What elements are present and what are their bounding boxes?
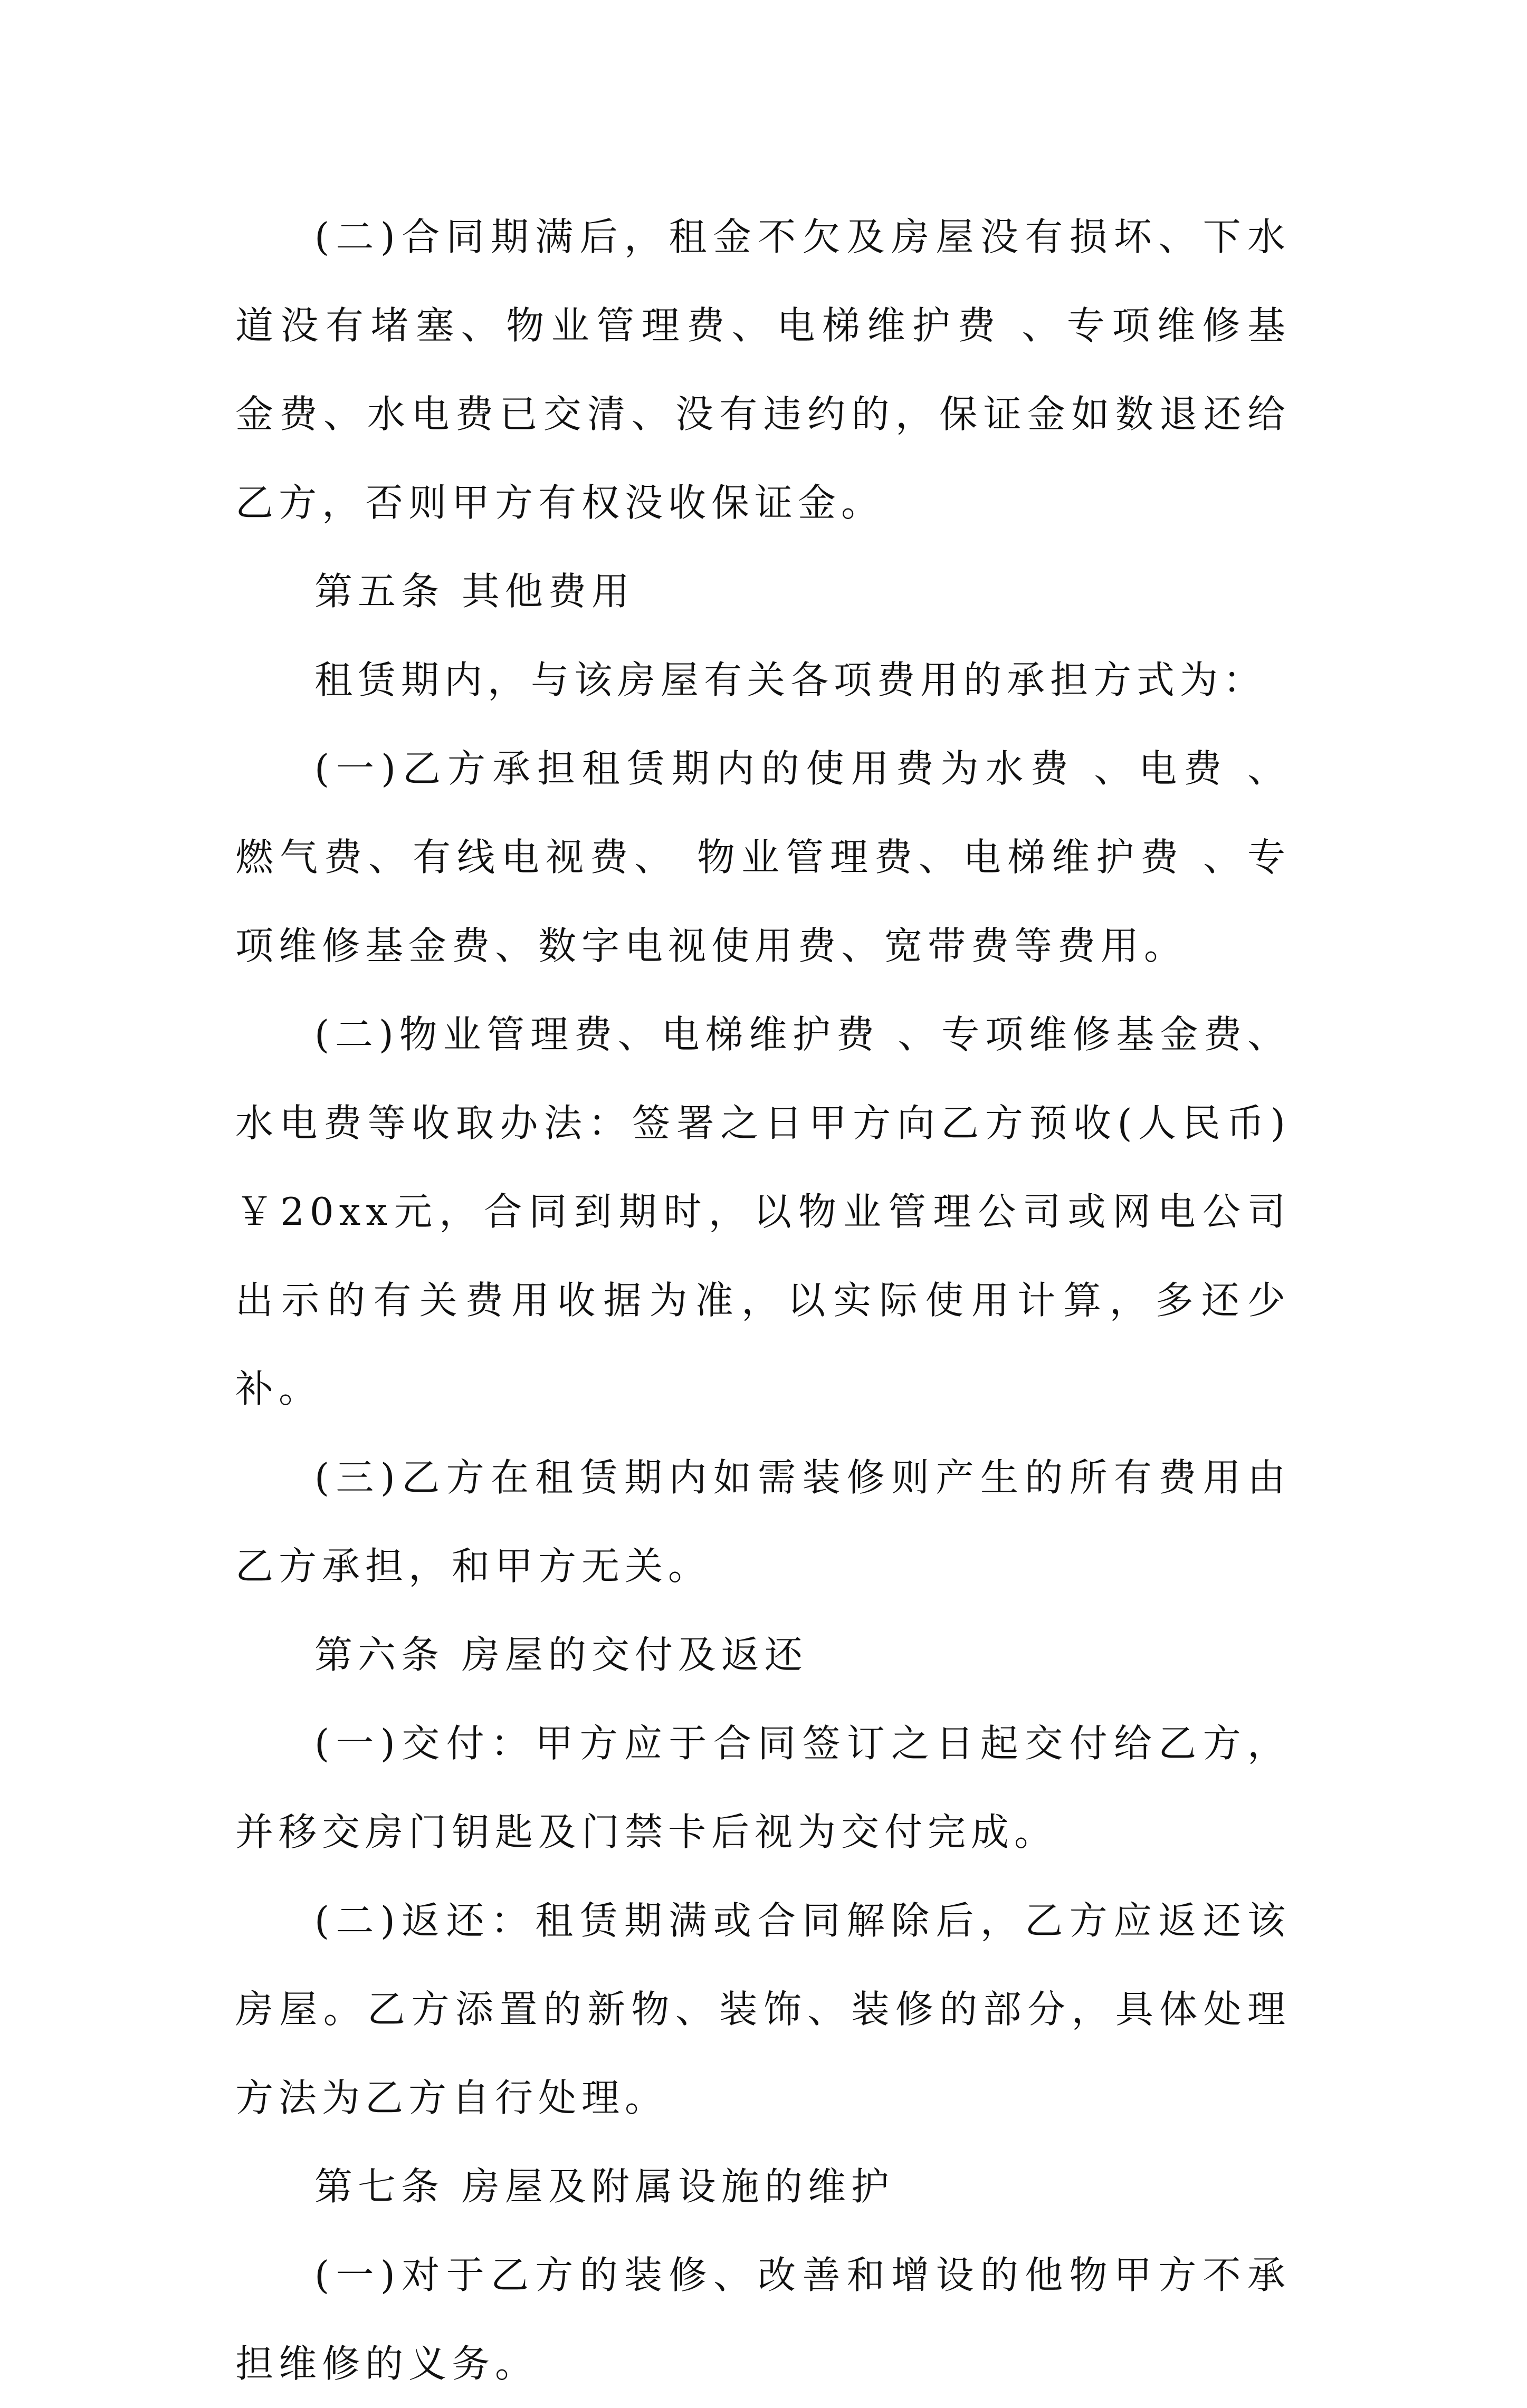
article-7-heading: 第七条 房屋及附属设施的维护 [314, 2164, 894, 2209]
document-body [235, 193, 1291, 2408]
paragraph-return: (二)返还：租赁期满或合同解除后，乙方应返还该房屋。乙方添置的新物、装饰、装修的部分，具体处理方法为乙方自行处理。 [235, 1898, 1291, 2120]
article-6-heading: 第六条 房屋的交付及返还 [314, 1633, 808, 1677]
paragraph-deposit-return: (二)合同期满后，租金不欠及房屋没有损坏、下水道没有堵塞、物业管理费、电梯维护费 、专项维修基金费、水电费已交清、没有违约的，保证金如数退还给乙方，否则甲方有权没收保证金。 [235, 215, 1291, 525]
paragraph-fee-item-2: (二)物业管理费、电梯维护费 、专项维修基金费、水电费等收取办法：签署之日甲方向乙方预收(人民币)￥20xx元，合同到期时，以物业管理公司或网电公司出示的有关费用收据为准，以实际使用计算，多还少补。 [235, 1012, 1291, 1411]
paragraph-fee-intro: 租赁期内，与该房屋有关各项费用的承担方式为： [314, 658, 1267, 702]
paragraph-maintenance-1: (一)对于乙方的装修、改善和增设的他物甲方不承担维修的义务。 [235, 2253, 1291, 2386]
article-5-heading: 第五条 其他费用 [314, 569, 635, 613]
paragraph-delivery: (一)交付：甲方应于合同签订之日起交付给乙方，并移交房门钥匙及门禁卡后视为交付完成。 [235, 1721, 1291, 1854]
paragraph-fee-item-1: (一)乙方承担租赁期内的使用费为水费 、电费 、燃气费、有线电视费、 物业管理费、电梯维护费 、专项维修基金费、数字电视使用费、宽带费等费用。 [235, 746, 1291, 968]
paragraph-fee-item-3: (三)乙方在租赁期内如需装修则产生的所有费用由乙方承担，和甲方无关。 [235, 1455, 1291, 1588]
